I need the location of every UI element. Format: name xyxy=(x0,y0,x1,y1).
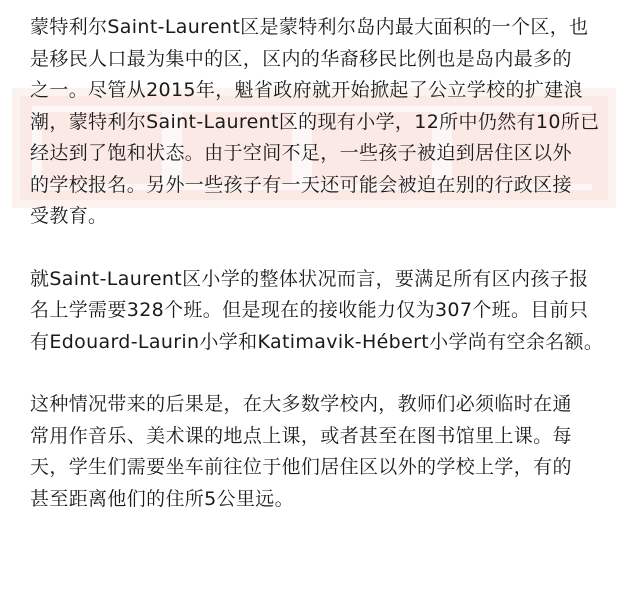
paragraph-2: 就Saint-Laurent区小学的整体状况而言，要满足所有区内孩子报 名上学需要328个班。但是现在的接收能力仅为307个班。目前只 有Edouard-Laurin小学和Katimavik-Hébert小学尚有空余名额。 xyxy=(30,267,604,353)
article-body xyxy=(30,12,606,515)
paragraph-3: 这种情况带来的后果是，在大多数学校内，教师们必须临时在通 常用作音乐、美术课的地点上课，或者甚至在图书馆里上课。每 天，学生们需要坐车前往位于他们居住区以外的学校上学，有的 甚至距离他们的住所5公里远。 xyxy=(30,393,572,510)
paragraph-1: 蒙特利尔Saint-Laurent区是蒙特利尔岛内最大面积的一个区，也 是移民人口最为集中的区，区内的华裔移民比例也是岛内最多的 之一。尽管从2015年，魁省政府就开始掀起了公立学校的扩建浪 潮，蒙特利尔Saint-Laurent区的现有小学，12所中仍然有10所已 经达到了饱和状态。由于空间不足，一些孩子被迫到居住区以外 的学校报名。另外一些孩子有一天还可能会被迫在别的行政区接 受教育。 xyxy=(30,16,600,227)
